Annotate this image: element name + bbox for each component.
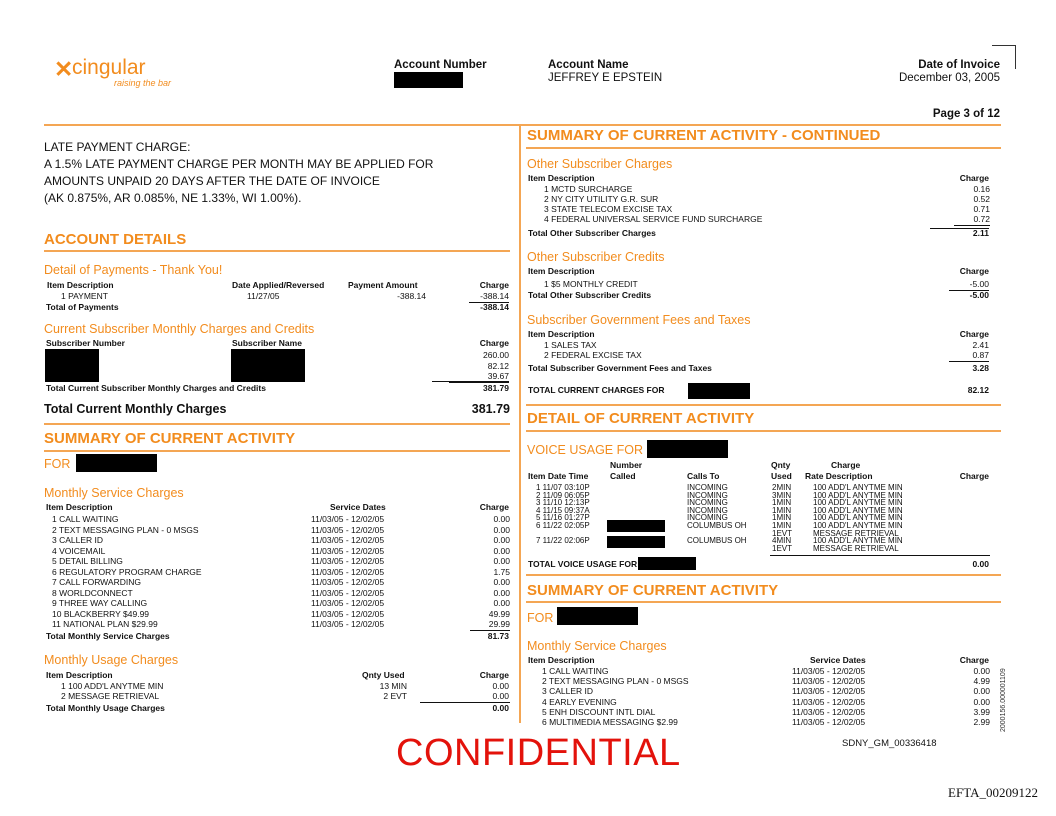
redacted-number: [607, 536, 665, 548]
late-payment-notice: [44, 139, 433, 207]
muc-item: 1 100 ADD'L ANYTME MIN: [61, 681, 164, 691]
col-header: Qnty: [771, 460, 791, 470]
redacted-phone: [638, 557, 696, 570]
col-header: Item Description: [528, 266, 595, 276]
item-description: 1 MCTD SURCHARGE: [544, 184, 633, 194]
qnty-used: 1MIN: [772, 505, 792, 515]
muc-item: 2 MESSAGE RETRIEVAL: [61, 691, 160, 701]
charge: 0.00: [973, 666, 990, 676]
item-description: 4 EARLY EVENING: [542, 696, 617, 707]
invoice-date: December 03, 2005: [898, 72, 1000, 84]
calls-to: INCOMING: [687, 483, 728, 492]
table-row: [52, 515, 510, 526]
item-description: 2 NY CITY UTILITY G.R. SUR: [544, 194, 659, 204]
item-description: 2 TEXT MESSAGING PLAN - 0 MSGS: [52, 524, 199, 535]
calls-to: COLUMBUS OH: [687, 521, 747, 530]
service-dates: 11/03/05 - 12/02/05: [311, 608, 385, 619]
table-row: [544, 215, 990, 225]
col-header: Item Description: [47, 280, 114, 290]
service-dates: 11/03/05 - 12/02/05: [792, 717, 866, 727]
muc-total-label: Total Monthly Usage Charges: [46, 703, 165, 713]
charge: 0.00: [973, 696, 990, 707]
qnty-used: 1MIN: [772, 498, 792, 508]
qnty-used: 3MIN: [772, 490, 792, 500]
cur-charge: 82.12: [487, 361, 509, 371]
cur-total: 381.79: [483, 383, 509, 393]
table-row: [52, 620, 510, 631]
msc2-title: Monthly Service Charges: [527, 639, 667, 653]
redacted-account-number: [394, 72, 463, 88]
voice-row: [536, 545, 936, 553]
item-date-time: 7 11/22 02:06P: [536, 536, 590, 546]
redacted-subscriber-name: [231, 349, 305, 382]
redacted-number: [607, 520, 665, 532]
item-description: 6 REGULATORY PROGRAM CHARGE: [52, 566, 202, 577]
header-rule: [44, 124, 1001, 126]
payment-item: 1 PAYMENT: [61, 291, 108, 301]
col-header: Called: [610, 471, 636, 481]
rule: [44, 423, 510, 425]
description: 100 ADD'L ANYTME MIN: [813, 490, 903, 500]
col-header: Service Dates: [330, 502, 386, 512]
cur-total-label: Total Current Subscriber Monthly Charges and Credits: [46, 383, 266, 393]
table-row: [52, 526, 510, 537]
muc-qty: 13 MIN: [379, 681, 407, 691]
charge: 0.00: [493, 587, 510, 598]
rule: [44, 250, 510, 252]
service-dates: 11/03/05 - 12/02/05: [311, 545, 385, 556]
redacted-subscriber: [76, 454, 157, 472]
calls-to: COLUMBUS OH: [687, 536, 747, 546]
col-header: Charge: [959, 266, 989, 276]
gov-charge: 0.87: [949, 351, 989, 362]
page-number: Page 3 of 12: [932, 108, 1000, 120]
item-date-time: 1 11/07 03:10P: [536, 483, 590, 492]
service-dates: 11/03/05 - 12/02/05: [792, 676, 866, 687]
description: 100 ADD'L ANYTME MIN: [813, 521, 903, 530]
item-date-time: 3 11/10 12:13P: [536, 498, 590, 508]
col-header: Charge: [831, 460, 861, 470]
table-row: [52, 578, 510, 589]
bates-number: SDNY_GM_00336418: [842, 738, 937, 749]
col-header: Charge: [479, 280, 509, 290]
table-row: [52, 557, 510, 568]
cur-sub-title: Current Subscriber Monthly Charges and Credits: [44, 322, 315, 336]
service-dates: 11/03/05 - 12/02/05: [792, 696, 866, 707]
charge: 0.72: [954, 215, 990, 226]
detail-title: DETAIL OF CURRENT ACTIVITY: [527, 410, 755, 427]
ocr-title: Other Subscriber Credits: [527, 250, 665, 264]
item-description: 10 BLACKBERRY $49.99: [52, 608, 150, 619]
col-header: Subscriber Name: [232, 338, 302, 348]
col-header: Charge: [959, 173, 989, 183]
item-date-time: 4 11/15 09:37A: [536, 505, 590, 515]
charge: 0.00: [493, 556, 510, 566]
calls-to: INCOMING: [687, 498, 728, 508]
tcm-value: 381.79: [471, 402, 510, 416]
rule: [44, 450, 510, 452]
item-description: 3 STATE TELECOM EXCISE TAX: [544, 204, 673, 214]
calls-to: INCOMING: [687, 490, 728, 500]
item-description: 11 NATIONAL PLAN $29.99: [52, 619, 158, 629]
description: MESSAGE RETRIEVAL: [813, 528, 899, 538]
item-description: 2 TEXT MESSAGING PLAN - 0 MSGS: [542, 676, 689, 687]
side-number: 2000156.000001109: [1000, 668, 1007, 732]
ocr-total-label: Total Other Subscriber Credits: [528, 290, 652, 300]
rule: [770, 555, 990, 556]
redacted-subscriber: [557, 607, 638, 625]
summary2-title: SUMMARY OF CURRENT ACTIVITY: [527, 582, 779, 599]
calls-to: INCOMING: [687, 513, 728, 523]
col-header: Qnty Used: [362, 670, 405, 680]
service-dates: 11/03/05 - 12/02/05: [311, 535, 385, 545]
account-number-label: Account Number: [394, 59, 487, 71]
col-header: Service Dates: [810, 655, 866, 665]
rule: [526, 574, 1001, 576]
col-header: Calls To: [687, 471, 720, 481]
qnty-used: 1EVT: [772, 528, 793, 538]
voice-table: [536, 484, 936, 552]
confidential-stamp: CONFIDENTIAL: [396, 732, 681, 774]
col-header: Item Date Time: [528, 471, 589, 481]
col-header: Item Description: [46, 670, 113, 680]
ocr-total: -5.00: [969, 290, 989, 300]
msc2-table: [542, 667, 990, 728]
tcc-label: TOTAL CURRENT CHARGES FOR: [528, 385, 665, 395]
rule: [526, 601, 1001, 603]
gov-item: 2 FEDERAL EXCISE TAX: [544, 350, 642, 360]
col-header: Charge: [479, 338, 509, 348]
gov-item: 1 SALES TAX: [544, 340, 597, 350]
col-header: Item Description: [528, 655, 595, 665]
service-dates: 11/03/05 - 12/02/05: [311, 587, 385, 598]
cur-charge: 260.00: [483, 350, 509, 360]
cur-charge: 39.67: [449, 372, 509, 383]
charge: 2.99: [973, 717, 990, 727]
account-name-label: Account Name: [548, 59, 629, 71]
col-header: Item Description: [46, 502, 113, 512]
col-header: Used: [771, 471, 792, 481]
description: MESSAGE RETRIEVAL: [813, 543, 899, 553]
service-dates: 11/03/05 - 12/02/05: [792, 686, 866, 697]
cingular-logo: [54, 56, 204, 91]
msc-total-label: Total Monthly Service Charges: [46, 631, 170, 641]
late-line: AMOUNTS UNPAID 20 DAYS AFTER THE DATE OF INVOICE: [44, 174, 380, 188]
late-line: LATE PAYMENT CHARGE:: [44, 140, 191, 154]
item-description: 8 WORLDCONNECT: [52, 587, 133, 598]
rule: [526, 404, 1001, 406]
item-description: 3 CALLER ID: [542, 686, 594, 697]
osc-total: 2.11: [972, 228, 989, 238]
service-dates: 11/03/05 - 12/02/05: [792, 666, 866, 676]
charge: 29.99: [474, 620, 510, 631]
col-header: Date Applied/Reversed: [232, 280, 325, 290]
rule: [526, 147, 1001, 149]
item-description: 5 ENH DISCOUNT INTL DIAL: [542, 706, 656, 717]
summary-title: SUMMARY OF CURRENT ACTIVITY: [44, 430, 296, 447]
muc-total: 0.00: [492, 703, 509, 713]
msc-total: 81.73: [487, 631, 509, 641]
gov-title: Subscriber Government Fees and Taxes: [527, 313, 751, 327]
col-header: Payment Amount: [348, 280, 418, 290]
charge: 4.99: [973, 676, 990, 687]
description: 100 ADD'L ANYTME MIN: [813, 513, 903, 523]
calls-to: INCOMING: [687, 505, 728, 515]
item-description: 4 VOICEMAIL: [52, 545, 106, 556]
gov-total: 3.28: [972, 363, 989, 373]
payment-charge: -388.14: [469, 292, 509, 303]
col-header: Item Description: [528, 329, 595, 339]
payments-total-label: Total of Payments: [46, 302, 119, 312]
rule: [526, 430, 1001, 432]
col-header: Number: [610, 460, 643, 470]
item-description: 5 DETAIL BILLING: [52, 556, 123, 566]
service-dates: 11/03/05 - 12/02/05: [311, 514, 385, 524]
charge: 0.00: [493, 514, 510, 524]
column-divider: [519, 125, 521, 723]
col-header: Item Description: [528, 173, 595, 183]
cingular-x-icon: ✕: [54, 56, 74, 82]
gov-total-label: Total Subscriber Government Fees and Taxes: [528, 363, 712, 373]
col-header: Charge: [959, 655, 989, 665]
charge: 0.52: [973, 194, 990, 204]
voice-total: 0.00: [972, 559, 989, 569]
description: 100 ADD'L ANYTME MIN: [813, 536, 903, 546]
for-label: FOR: [44, 457, 71, 471]
msc-table: [52, 515, 510, 631]
account-details-title: ACCOUNT DETAILS: [44, 231, 187, 248]
description: 100 ADD'L ANYTME MIN: [813, 505, 903, 515]
payment-date: 11/27/05: [247, 291, 280, 301]
msc-title: Monthly Service Charges: [44, 486, 184, 500]
osc-title: Other Subscriber Charges: [527, 157, 673, 171]
col-header: Charge: [959, 471, 989, 481]
table-row: [52, 599, 510, 610]
charge: 0.00: [493, 524, 510, 535]
late-line: (AK 0.875%, AR 0.085%, NE 1.33%, WI 1.00%).: [44, 191, 302, 205]
service-dates: 11/03/05 - 12/02/05: [311, 556, 385, 566]
item-date-time: 6 11/22 02:05P: [536, 521, 590, 530]
col-header: Charge: [959, 329, 989, 339]
payments-total: -388.14: [480, 302, 509, 312]
qnty-used: 1EVT: [772, 543, 793, 553]
charge: 3.99: [973, 706, 990, 717]
redacted-subscriber-number: [45, 349, 99, 382]
item-description: 3 CALLER ID: [52, 535, 104, 545]
tcm-label: Total Current Monthly Charges: [44, 402, 227, 416]
late-line: A 1.5% LATE PAYMENT CHARGE PER MONTH MAY BE APPLIED FOR: [44, 157, 434, 171]
qnty-used: 4MIN: [772, 536, 792, 546]
item-date-time: 2 11/09 06:05P: [536, 490, 590, 500]
muc-charge: 0.00: [492, 681, 509, 691]
account-name: JEFFREY E EPSTEIN: [548, 72, 663, 84]
voice-title: VOICE USAGE FOR: [527, 443, 643, 457]
service-dates: 11/03/05 - 12/02/05: [311, 577, 385, 587]
charge: 0.00: [973, 686, 990, 697]
col-header: Charge: [479, 502, 509, 512]
for2-label: FOR: [527, 611, 554, 625]
ocr-item: 1 $5 MONTHLY CREDIT: [544, 279, 638, 289]
qnty-used: 1MIN: [772, 521, 792, 530]
service-dates: 11/03/05 - 12/02/05: [311, 619, 385, 629]
service-dates: 11/03/05 - 12/02/05: [311, 566, 385, 577]
redacted-phone: [647, 440, 728, 458]
muc-qty: 2 EVT: [383, 691, 407, 701]
logo-name: cingular: [72, 56, 146, 79]
efta-number: EFTA_00209122: [948, 785, 1038, 800]
charge: 0.00: [493, 598, 510, 608]
col-header: Subscriber Number: [46, 338, 125, 348]
item-description: 7 CALL FORWARDING: [52, 577, 141, 587]
voice-total-label: TOTAL VOICE USAGE FOR: [528, 559, 638, 569]
table-row: [542, 718, 990, 728]
item-description: 1 CALL WAITING: [52, 514, 119, 524]
continued-title: SUMMARY OF CURRENT ACTIVITY - CONTINUED: [527, 127, 881, 144]
description: 100 ADD'L ANYTME MIN: [813, 498, 903, 508]
charge: 49.99: [488, 608, 510, 619]
qnty-used: 2MIN: [772, 483, 792, 492]
date-label: Date of Invoice: [918, 59, 1000, 71]
table-row: [542, 677, 990, 687]
item-date-time: 5 11/16 01:27P: [536, 513, 590, 523]
gov-charge: 2.41: [972, 340, 989, 350]
ocr-charge: -5.00: [949, 280, 989, 291]
service-dates: 11/03/05 - 12/02/05: [792, 706, 866, 717]
charge: 0.00: [493, 577, 510, 587]
col-header: Charge: [479, 670, 509, 680]
charge: 0.00: [493, 535, 510, 545]
muc-title: Monthly Usage Charges: [44, 653, 179, 667]
qnty-used: 1MIN: [772, 513, 792, 523]
tcc-value: 82.12: [967, 385, 989, 395]
description: 100 ADD'L ANYTME MIN: [813, 483, 903, 492]
col-header: Rate Description: [805, 471, 873, 481]
osc-total-label: Total Other Subscriber Charges: [528, 228, 656, 238]
item-description: 6 MULTIMEDIA MESSAGING $2.99: [542, 717, 678, 727]
payments-title: Detail of Payments - Thank You!: [44, 263, 223, 277]
service-dates: 11/03/05 - 12/02/05: [311, 598, 385, 608]
table-row: [52, 536, 510, 547]
charge: 0.16: [973, 184, 990, 194]
charge: 0.00: [493, 545, 510, 556]
payment-amount: -388.14: [397, 291, 426, 301]
charge: 1.75: [493, 566, 510, 577]
redacted-phone: [688, 383, 750, 399]
item-description: 1 CALL WAITING: [542, 666, 609, 676]
item-description: 4 FEDERAL UNIVERSAL SERVICE FUND SURCHARGE: [544, 214, 763, 224]
rule: [432, 381, 509, 382]
service-dates: 11/03/05 - 12/02/05: [311, 524, 385, 535]
charge: 0.71: [973, 204, 990, 214]
logo-tagline: raising the bar: [114, 78, 172, 88]
corner-mark: [992, 45, 1016, 69]
osc-table: [544, 185, 990, 225]
item-description: 9 THREE WAY CALLING: [52, 598, 148, 608]
muc-charge: 0.00: [492, 691, 509, 701]
